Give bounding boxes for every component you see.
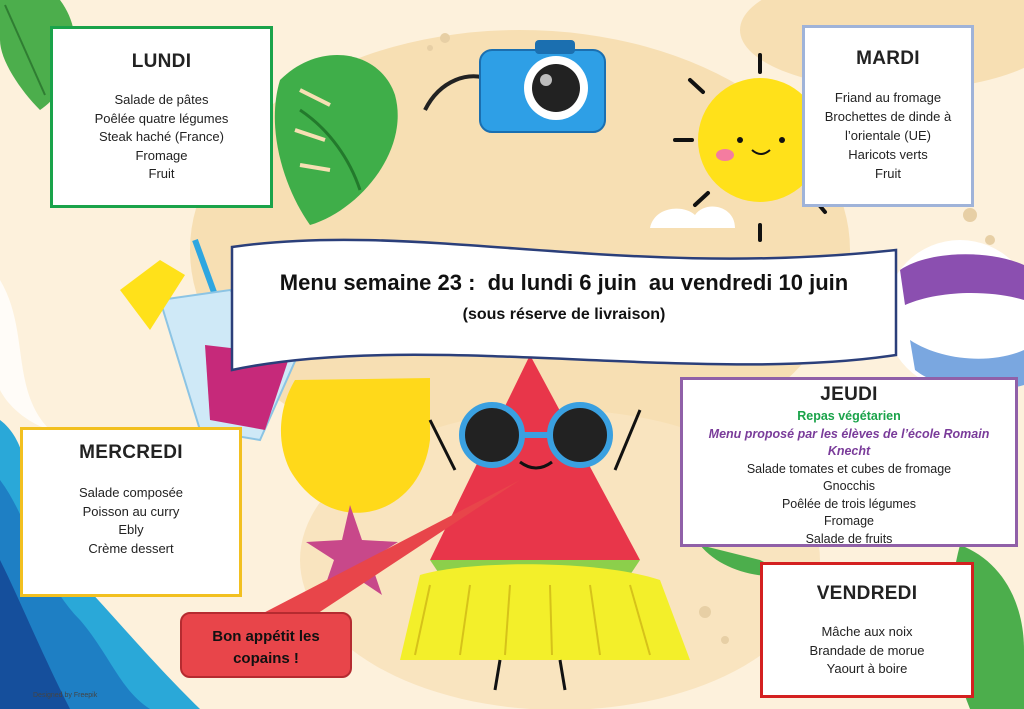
dish-item: Poêlée de trois légumes [781,496,917,511]
speech-bubble [180,612,352,678]
day-title: MARDI [856,48,920,69]
dish-list [53,91,270,184]
dish-item: Fromage [135,147,188,163]
dish-list [805,88,971,183]
day-title: LUNDI [131,51,192,72]
dish-item: Poêlée quatre légumes [94,110,229,126]
bubble-text: Bon appétit les [212,628,320,645]
credit-text: Designed by Freepik [33,692,98,699]
dish-item: Steak haché (France) [98,129,224,144]
dish-item: Fromage [823,514,875,528]
dish-item: Gnocchis [822,479,876,493]
day-card-mercredi [20,427,242,597]
dish-list [763,623,971,679]
dish-item: Fruit [875,166,901,181]
dish-item: Ebly [118,522,144,537]
dish-item: Salade de pâtes [114,92,209,107]
day-card-vendredi [760,562,974,698]
day-title: MERCREDI [79,442,183,463]
dish-item: Salade composée [78,485,184,500]
menu-note: Menu proposé par les élèves de l’école Romain [708,426,990,441]
day-card-mardi [802,25,974,207]
dish-item: Mâche aux noix [821,624,913,639]
dish-item: l’orientale (UE) [845,128,931,143]
dish-item: Fruit [148,166,175,181]
day-title: VENDREDI [816,583,918,604]
day-title: JEUDI [820,384,878,405]
day-card-lundi [50,26,273,208]
menu-title: Menu semaine 23 : du lundi 6 juin au vendredi 10 juin [279,270,849,295]
day-card-jeudi [680,377,1018,547]
dish-item: Salade de fruits [805,531,893,546]
dish-item: Crème dessert [88,540,174,556]
beach-ball-icon [885,240,1024,390]
banner [232,270,896,324]
menu-note: Knecht [827,444,871,458]
dish-list [683,408,1015,548]
menu-subtitle: (sous réserve de livraison) [462,306,666,323]
dish-item: Salade tomates et cubes de fromage [746,461,952,476]
dish-item: Friand au fromage [834,90,942,105]
dish-item: Brandade de morue [809,642,925,658]
dish-item: Poisson au curry [82,503,180,519]
bubble-text: copains ! [233,650,299,667]
dish-list [23,484,239,558]
dish-item: Haricots verts [848,147,928,162]
dish-item: Brochettes de dinde à [824,109,952,124]
vegetarian-label: Repas végétarien [797,409,901,423]
dish-item: Yaourt à boire [826,661,908,676]
